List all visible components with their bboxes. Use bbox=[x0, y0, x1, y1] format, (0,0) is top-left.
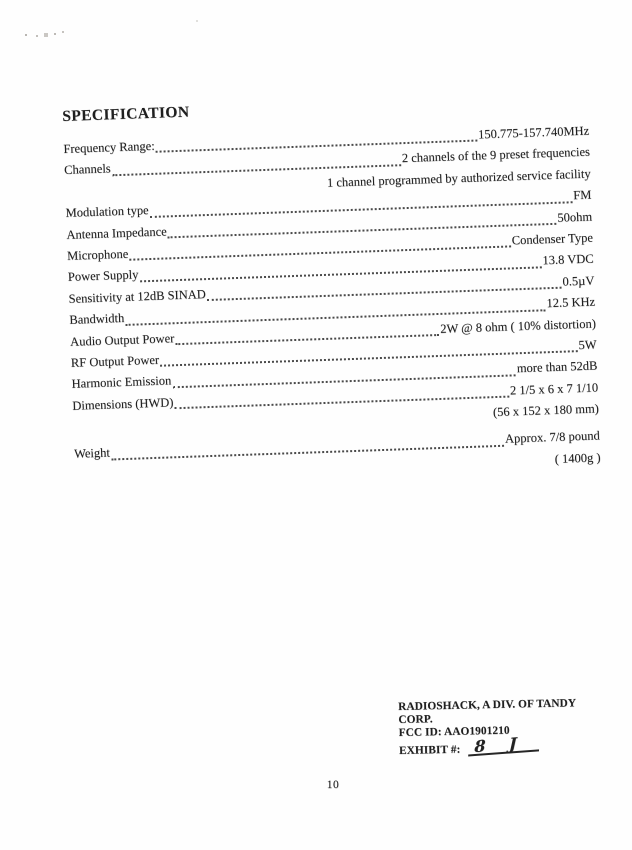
spec-value: (56 x 152 x 180 mm) bbox=[492, 401, 600, 420]
scan-artifact-dot bbox=[196, 20, 198, 22]
spec-label: Harmonic Emission bbox=[71, 373, 172, 392]
exhibit-label: EXHIBIT #: bbox=[398, 743, 461, 757]
scan-artifact-specks bbox=[25, 34, 27, 36]
fcc-id-line: FCC ID: AAO1901210 bbox=[398, 725, 510, 740]
spec-label: Audio Output Power bbox=[69, 330, 175, 349]
spec-label: Dimensions (HWD) bbox=[72, 394, 174, 413]
spec-value: Condenser Type bbox=[511, 230, 594, 248]
spec-value: 1 channel programmed by authorized service facility bbox=[326, 166, 591, 190]
spec-value: 5W bbox=[578, 337, 597, 353]
spec-label: Sensitivity at 12dB SINAD bbox=[68, 286, 206, 306]
spec-label: Weight bbox=[73, 446, 111, 462]
spec-value: FM bbox=[573, 187, 592, 203]
spec-value: more than 52dB bbox=[516, 358, 598, 376]
company-name-line: CORP. bbox=[398, 713, 433, 727]
spec-label: Bandwidth bbox=[69, 311, 125, 327]
specification-list bbox=[63, 121, 601, 487]
spec-label: Frequency Range: bbox=[63, 138, 155, 156]
page-number: 10 bbox=[326, 779, 340, 791]
spec-label: Channels bbox=[63, 161, 111, 178]
spec-value: 12.5 KHz bbox=[546, 294, 596, 311]
spec-value: 2 1/5 x 6 x 7 1/10 bbox=[509, 380, 599, 398]
spec-value: ( 1400g ) bbox=[554, 450, 601, 466]
company-name-line: RADIOSHACK, A DIV. OF TANDY bbox=[398, 697, 577, 713]
spec-label: Microphone bbox=[66, 246, 129, 263]
spec-value: Approx. 7/8 pound bbox=[504, 428, 601, 447]
spec-value: 0.5µV bbox=[562, 273, 595, 289]
spec-value: 13.8 VDC bbox=[542, 251, 594, 268]
fcc-id-block bbox=[398, 697, 604, 758]
spec-value: 2W @ 8 ohm ( 10% distortion) bbox=[439, 316, 597, 336]
specification-block bbox=[62, 90, 601, 487]
spec-value: 50ohm bbox=[557, 209, 593, 225]
spec-label: Power Supply bbox=[67, 267, 139, 285]
spec-label: Modulation type bbox=[65, 203, 149, 221]
exhibit-handwritten-value: 8 J bbox=[469, 735, 541, 756]
dotted-leader bbox=[76, 466, 554, 483]
page-title: SPECIFICATION bbox=[62, 103, 190, 125]
spec-value: 150.775-157.740MHz bbox=[477, 123, 590, 142]
spec-label: Antenna Impedance bbox=[66, 223, 167, 242]
spec-label: RF Output Power bbox=[70, 352, 160, 370]
spec-value: 2 channels of the 9 preset frequencies bbox=[401, 144, 591, 166]
